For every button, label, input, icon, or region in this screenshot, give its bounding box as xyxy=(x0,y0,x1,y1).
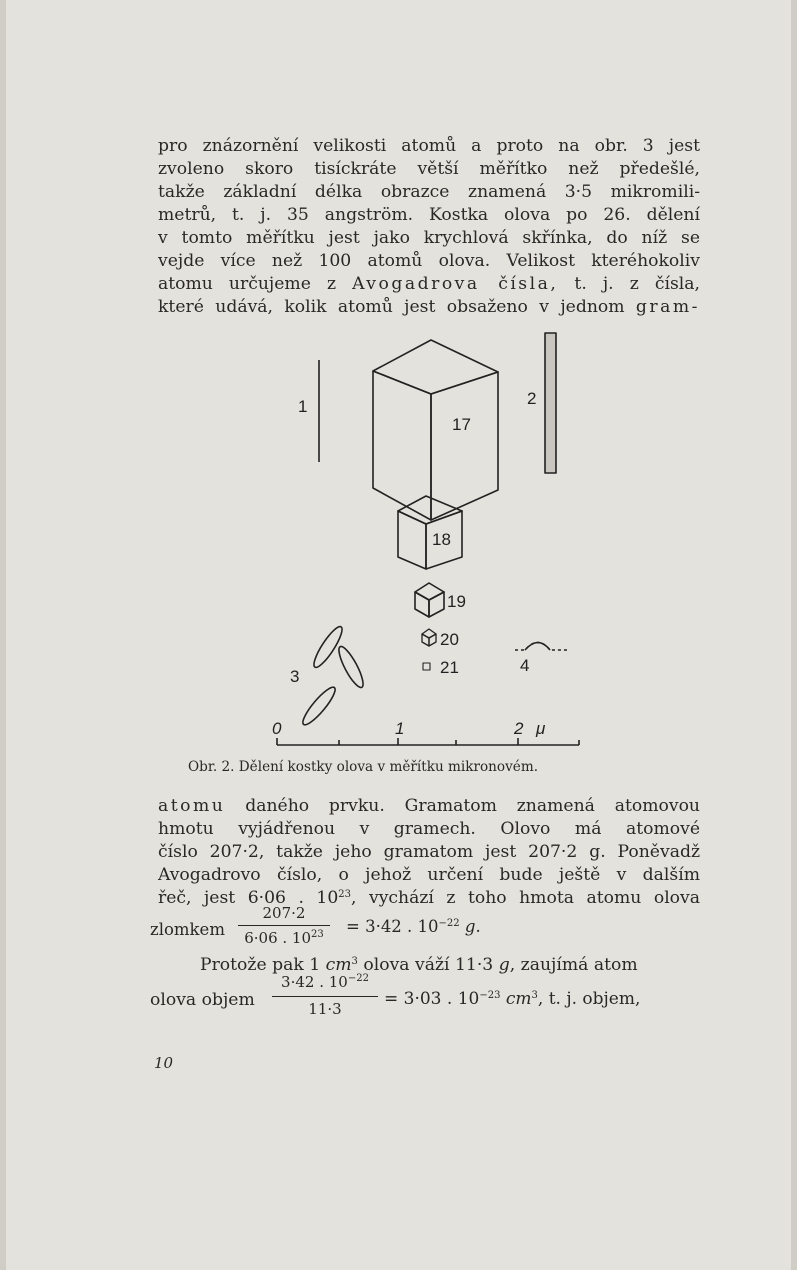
text-line xyxy=(158,795,700,818)
exponent: −22 xyxy=(438,918,460,929)
exponent: −23 xyxy=(479,990,501,1001)
page-number: 10 xyxy=(154,1054,174,1072)
exponent: 23 xyxy=(338,889,352,900)
fraction-bar xyxy=(238,925,330,926)
cube-19 xyxy=(415,583,444,617)
figure-label-1: 1 xyxy=(298,397,308,416)
text-run: , zaujímá atom xyxy=(509,955,638,975)
text-run: , t. j. objem, xyxy=(537,989,641,1009)
cube-18-label: 18 xyxy=(432,530,451,549)
text-run: Protože pak 1 xyxy=(200,955,326,975)
fraction-bar xyxy=(272,996,378,997)
text-line: metrů, t. j. 35 angström. Kostka olova po 26. dělení xyxy=(158,205,700,225)
text-run: 3·42 . 10 xyxy=(281,973,348,991)
unit: cm xyxy=(505,989,532,1009)
cube-17 xyxy=(373,340,498,520)
unit: g xyxy=(498,955,510,975)
text-line: pro znázornění velikosti atomů a proto na obr. 3 jest xyxy=(158,136,700,156)
cube-19-label: 19 xyxy=(447,592,466,611)
scale-unit: μ xyxy=(536,719,546,738)
spaced-term: Avogadrova čísla, xyxy=(352,274,559,294)
exponent: 3 xyxy=(351,956,358,967)
text-line: takže základní délka obrazce znamená 3·5 mikromili- xyxy=(158,182,700,202)
equation-1-prefix: zlomkem xyxy=(150,920,225,939)
exponent: 3 xyxy=(531,990,538,1001)
equation-1-numerator: 207·2 xyxy=(262,904,306,922)
text-run: = 3·03 . 10 xyxy=(384,989,480,1009)
figure-label-2: 2 xyxy=(527,389,537,408)
text-run: řeč, jest 6·06 . 10 xyxy=(158,888,339,908)
text-line: zvoleno skoro tisíckráte větší měřítko než předešlé, xyxy=(158,159,700,179)
text-run: daného prvku. Gramatom znamená atomovou xyxy=(225,796,700,816)
text-run: , vychází z toho hmota atomu olova xyxy=(351,888,700,908)
text-run: atomu určujeme z xyxy=(158,274,353,294)
text-run: které udává, kolik atomů jest obsaženo v jednom xyxy=(158,297,636,317)
text-run: olova váží 11·3 xyxy=(357,955,499,975)
text-line: číslo 207·2, takže jeho gramatom jest 207·2 g. Poněvadž xyxy=(158,842,700,862)
cube-20-label: 20 xyxy=(440,630,459,649)
exponent: 23 xyxy=(311,929,324,940)
exponent: −22 xyxy=(347,973,369,984)
cube-21-label: 21 xyxy=(440,658,459,677)
text-line: hmotu vyjádřenou v gramech. Olovo má atomové xyxy=(158,819,700,839)
ellipse-3b xyxy=(335,644,367,690)
scale-label-1: 1 xyxy=(395,719,405,738)
cube-21 xyxy=(423,663,430,670)
equation-1-denominator xyxy=(238,929,330,947)
unit: cm xyxy=(325,955,352,975)
ellipse-3c xyxy=(299,684,339,728)
cube-20 xyxy=(422,629,436,646)
figure-caption: Obr. 2. Dělení kostky olova v měřítku mikronovém. xyxy=(188,759,539,775)
figure-label-4: 4 xyxy=(520,656,530,675)
cube-17-label: 17 xyxy=(452,415,471,434)
text-run: t. j. z čísla, xyxy=(558,274,700,294)
equation-2-numerator xyxy=(272,973,378,991)
scale-label-2: 2 xyxy=(514,719,524,738)
text-line xyxy=(200,955,638,975)
scale-label-0: 0 xyxy=(272,719,282,738)
unit: g. xyxy=(464,917,481,936)
equation-2-denominator: 11·3 xyxy=(308,1000,342,1018)
equation-2-result xyxy=(384,989,640,1009)
spaced-term: atomu xyxy=(158,796,226,816)
text-line: vejde více než 100 atomů olova. Velikost kteréhokoliv xyxy=(158,251,700,271)
equation-2-prefix: olova objem xyxy=(150,990,255,1010)
text-line: Avogadrovo číslo, o jehož určení bude ještě v dalším xyxy=(158,865,700,885)
figure-label-3: 3 xyxy=(290,667,300,686)
rod-2 xyxy=(545,333,556,473)
wave-4 xyxy=(525,643,550,651)
spaced-term: gram- xyxy=(635,297,700,317)
text-run: = 3·42 . 10 xyxy=(346,917,439,936)
text-run: 6·06 . 10 xyxy=(244,929,312,947)
text-line: v tomto měřítku jest jako krychlová skřínka, do níž se xyxy=(158,228,700,248)
equation-1-result xyxy=(346,917,481,936)
